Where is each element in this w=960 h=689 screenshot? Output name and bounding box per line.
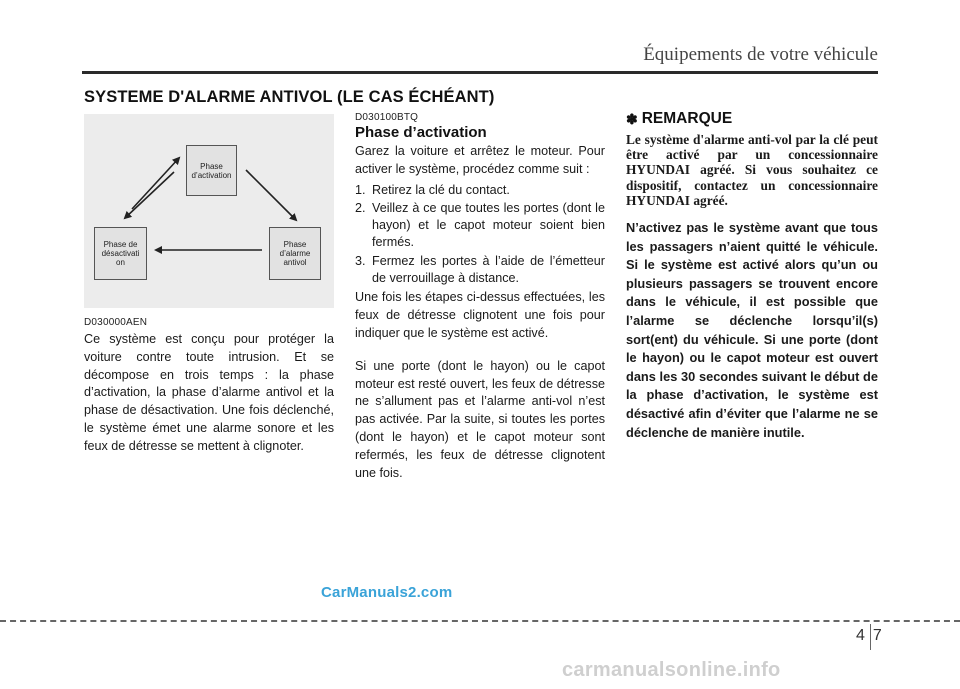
activation-intro: Garez la voiture et arrêtez le moteur. Pour activer le système, procédez comme suit : — [355, 144, 605, 176]
watermark-link[interactable]: CarManuals2.com — [321, 584, 453, 601]
note-warning-text: N’activez pas le système avant que tous les passagers n’aient quitté le véhicule. Si le système est activé alors qu’un ou plusieurs passagers se trouvent encore dans le véhicule, il est possible que l’alarme se déclenche lorsqu’il(s) sort(ent) du véhicule. Si une porte (dont le hayon) ou le capot moteur est ouvert dans les 30 secondes suivant le début de la phase d’activation, le système est désactivé afin d’éviter que l’alarme ne se déclenche de manière inutile. — [626, 220, 878, 440]
column-middle — [355, 112, 605, 482]
subsection-heading: Phase d’activation — [355, 124, 487, 141]
arrow-deactivation-to-activation — [132, 158, 179, 209]
door-open-paragraph: Si une porte (dont le hayon) ou le capot moteur est resté ouvert, les feux de détresse ne s’allument pas et l’alarme anti-vol n’est pas activée. Par la suite, si toutes les portes (dont le hayon) et le capot moteur sont refermés, les feux de détresse clignotent une fois. — [355, 358, 605, 480]
note-heading — [626, 110, 878, 128]
phase-deactivation-box: Phase de désactivati on — [94, 227, 147, 280]
chapter-title: Équipements de votre véhicule — [643, 44, 878, 65]
step-item: 2. Veillez à ce que toutes les portes (dont le hayon) et le capot moteur soient bien fermés. — [355, 201, 605, 249]
footer-rule — [0, 620, 960, 622]
column-right — [626, 110, 878, 442]
asterisk-icon: ✽ — [626, 110, 638, 127]
phase-alarm-box: Phase d’alarme antivol — [269, 227, 321, 280]
intro-paragraph: Ce système est conçu pour protéger la voiture contre toute intrusion. Et se décompose en trois temps : la phase d’activation, la phase d’alarme antivol et la phase de désactivation. Une fois déclenché, le système émet une alarme sonore et les feux de détresse se mettent à clignoter. — [84, 332, 334, 453]
alarm-phase-diagram — [84, 114, 334, 308]
reference-code: D030100BTQ — [355, 112, 419, 123]
phase-activation-box: Phase d’activation — [186, 145, 237, 196]
watermark-footer: carmanualsonline.info — [562, 659, 781, 681]
section-title: SYSTEME D'ALARME ANTIVOL (LE CAS ÉCHÉANT) — [84, 88, 495, 106]
activation-confirmation: Une fois les étapes ci-dessus effectuées, les feux de détresse clignotent une fois pour indiquer que le système est activé. — [355, 290, 605, 340]
arrow-activation-to-alarm — [246, 170, 296, 220]
column-left — [84, 114, 334, 456]
step-item: 3. Fermez les portes à l’aide de l’émetteur de verrouillage à distance. — [355, 253, 605, 285]
activation-steps — [355, 182, 605, 287]
arrow-activation-to-deactivation — [125, 172, 174, 218]
header-rule — [82, 71, 878, 74]
step-item: 1. Retirez la clé du contact. — [355, 182, 510, 197]
reference-code: D030000AEN — [84, 317, 148, 328]
note-dealer-text: Le système d'alarme anti-vol par la clé peut être activé par un concessionnaire HYUNDAI agréé. Si vous souhaitez ce dispositif, contactez un concessionnaire HYUNDAI agréé. — [626, 132, 878, 208]
page-number: 47 — [856, 627, 890, 644]
note-title: REMARQUE — [641, 110, 733, 127]
